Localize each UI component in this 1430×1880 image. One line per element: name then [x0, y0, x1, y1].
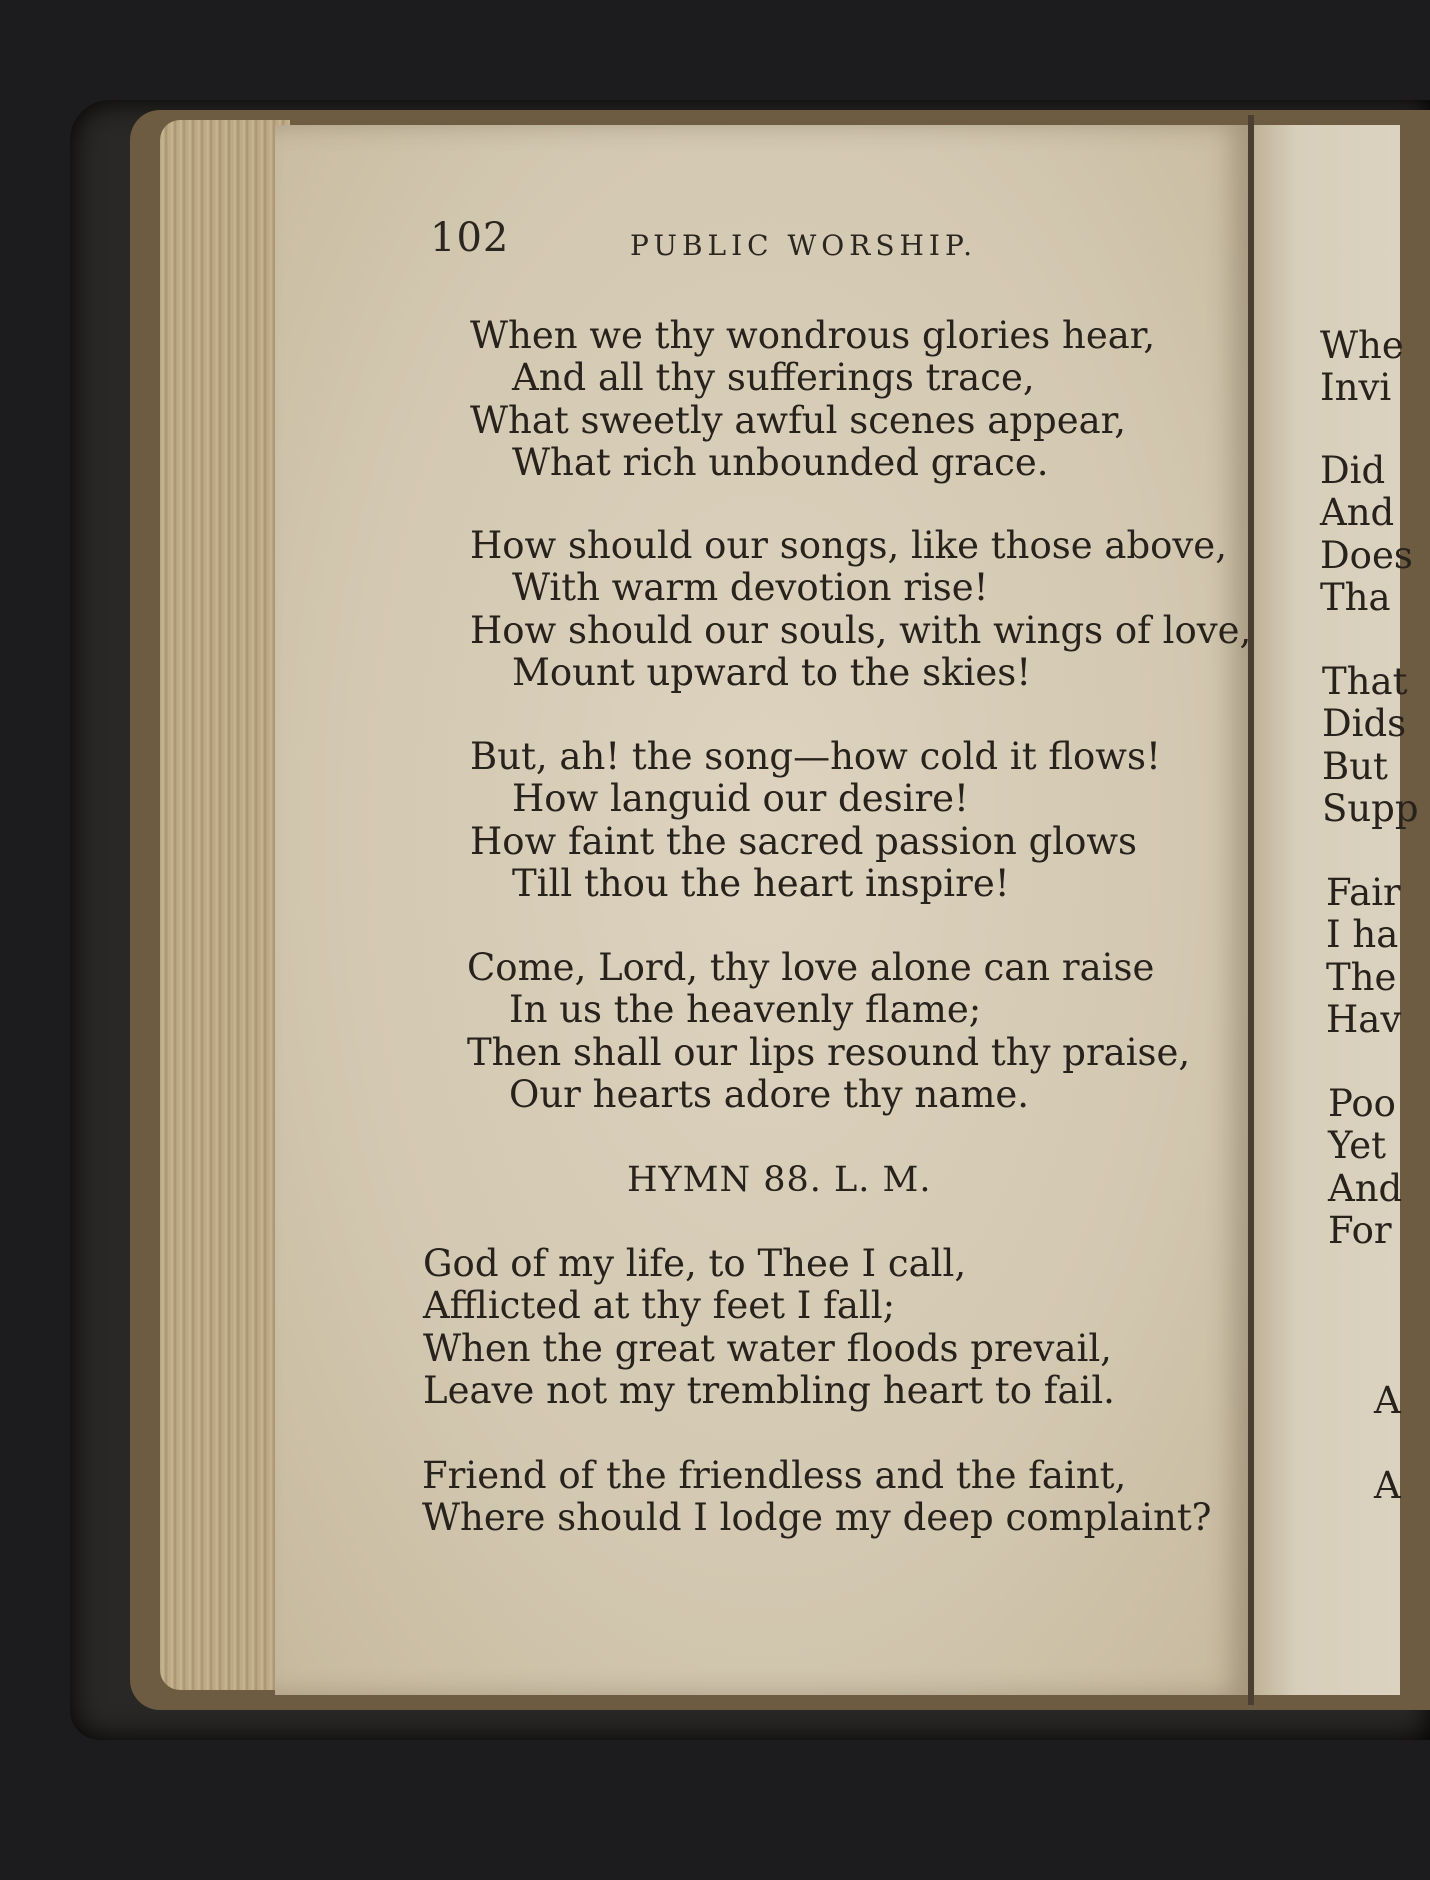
verse-line: But, ah! the song—how cold it flows!	[470, 735, 1161, 778]
verse-line: God of my life, to Thee I call,	[423, 1242, 967, 1285]
stanza-3	[470, 736, 1161, 905]
right-fragment-tail-2	[1374, 1465, 1401, 1507]
right-fragment-group-2	[1320, 450, 1413, 619]
fragment-line: A	[1374, 1379, 1401, 1422]
fragment-line: Supp	[1322, 786, 1419, 830]
verse-line: Friend of the friendless and the faint,	[422, 1454, 1127, 1497]
right-fragment-group-4	[1326, 872, 1401, 1041]
verse-line: Where should I lodge my deep complaint?	[422, 1496, 1212, 1540]
fragment-line: I ha	[1326, 913, 1399, 957]
verse-line: What sweetly awful scenes appear,	[470, 398, 1127, 442]
verse-line: Leave not my trembling heart to fail.	[423, 1368, 1115, 1412]
right-fragment-tail-1	[1374, 1380, 1401, 1422]
fragment-line: And	[1320, 491, 1395, 535]
right-page	[1254, 125, 1419, 1695]
verse-line: How faint the sacred passion glows	[470, 819, 1138, 863]
fragment-line: A	[1374, 1464, 1401, 1507]
right-fragment-group-1	[1320, 325, 1404, 410]
fragment-line: Whe	[1320, 324, 1404, 367]
fragment-line: Tha	[1320, 575, 1391, 619]
verse-line: Our hearts adore thy name.	[509, 1072, 1030, 1116]
fragment-line: The	[1326, 955, 1397, 999]
fragment-line: Dids	[1322, 702, 1407, 746]
stanza-1	[470, 315, 1155, 484]
fragment-line: Yet	[1328, 1124, 1386, 1168]
hymn-stanza-1	[423, 1243, 1115, 1412]
stanza-4	[467, 947, 1190, 1116]
verse-line: When the great water floods prevail,	[423, 1326, 1112, 1370]
verse-line: When we thy wondrous glories hear,	[470, 314, 1156, 357]
running-title: PUBLIC WORSHIP.	[630, 229, 978, 262]
verse-line: And all thy sufferings trace,	[512, 356, 1035, 400]
verse-line: Come, Lord, thy love alone can raise	[467, 946, 1155, 989]
verse-line: What rich unbounded grace.	[512, 440, 1049, 484]
right-fragment-group-3	[1322, 661, 1419, 830]
fragment-line: And	[1328, 1166, 1403, 1210]
hymn-heading: HYMN 88. L. M.	[627, 1160, 932, 1200]
fragment-line: Hav	[1326, 997, 1402, 1041]
verse-line: Afflicted at thy feet I fall;	[423, 1284, 896, 1328]
verse-line: In us the heavenly flame;	[509, 988, 982, 1032]
right-fragment-group-5	[1328, 1083, 1402, 1252]
fragment-line: But	[1322, 744, 1388, 788]
verse-line: How languid our desire!	[512, 777, 969, 821]
fragment-line: For	[1328, 1208, 1392, 1252]
fragment-line: That	[1322, 660, 1408, 703]
stanza-2	[470, 525, 1251, 694]
verse-line: Then shall our lips resound thy praise,	[467, 1030, 1191, 1074]
verse-line: How should our souls, with wings of love,	[470, 608, 1252, 652]
verse-line: Till thou the heart inspire!	[512, 861, 1010, 905]
verse-line: How should our songs, like those above,	[470, 524, 1227, 567]
verse-line: Mount upward to the skies!	[512, 650, 1032, 694]
verse-line: With warm devotion rise!	[512, 566, 989, 610]
fragment-line: Did	[1320, 449, 1386, 492]
fragment-line: Poo	[1328, 1082, 1396, 1125]
page-edges	[160, 120, 290, 1690]
fragment-line: Does	[1320, 533, 1413, 577]
hymn-stanza-2	[422, 1455, 1212, 1540]
fragment-line: Fair	[1326, 871, 1401, 914]
fragment-line: Invi	[1320, 366, 1392, 410]
page-number: 102	[430, 215, 510, 261]
